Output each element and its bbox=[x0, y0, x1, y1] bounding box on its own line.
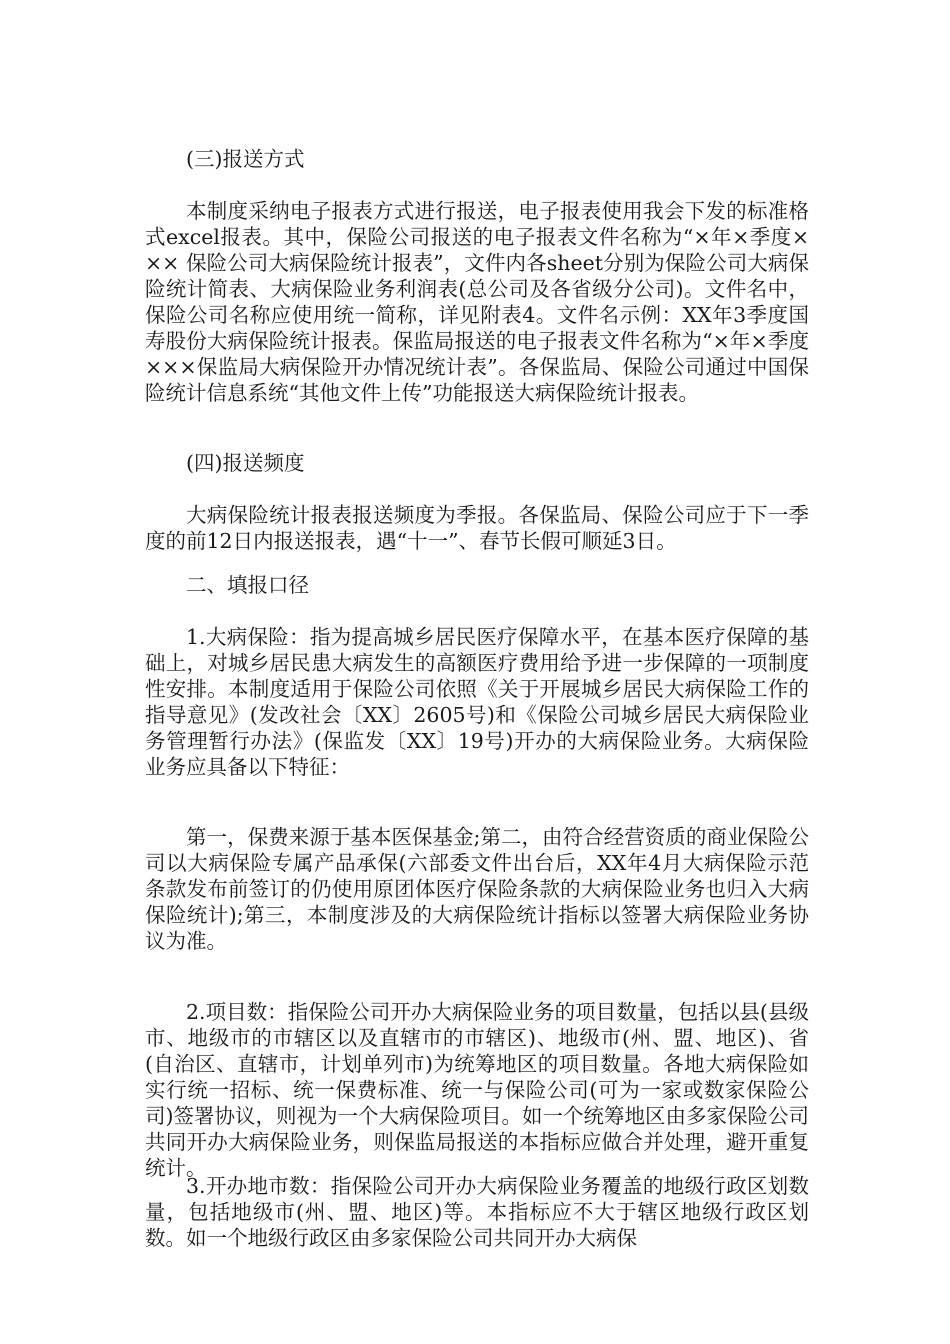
paragraph-project-count: 2.项目数：指保险公司开办大病保险业务的项目数量，包括以县(县级市、地级市的市辖区以及直辖市的市辖区)、地级市(州、盟、地区)、省(自治区、直辖市，计划单列市)为统筹地区的项目数量。各地大病保险如实行统一招标、统一保费标准、统一与保险公司(可为一家或数家保险公司)签署协议，则视为一个大病保险项目。如一个统筹地区由多家保险公司共同开办大病保险业务，则保监局报送的本指标应做合并处理，避开重复统计。 bbox=[145, 1000, 809, 1180]
paragraph-critical-illness-insurance: 1.大病保险：指为提高城乡居民医疗保障水平，在基本医疗保障的基础上，对城乡居民患大病发生的高额医疗费用给予进一步保障的一项制度性安排。本制度适用于保险公司依照《关于开展城乡居民大病保险工作的指导意见》(发改社会〔XX〕2605号)和《保险公司城乡居民大病保险业务管理暂行办法》(保监发〔XX〕19号)开办的大病保险业务。大病保险业务应具备以下特征： bbox=[145, 625, 809, 779]
section-heading-filling-criteria: 二、填报口径 bbox=[186, 573, 309, 597]
section-heading-submission-method: (三)报送方式 bbox=[186, 147, 305, 171]
paragraph-business-features: 第一，保费来源于基本医保基金;第二，由符合经营资质的商业保险公司以大病保险专属产品承保(六部委文件出台后，XX年4月大病保险示范条款发布前签订的仍使用原团体医疗保险条款的大病保险业务也归入大病保险统计);第三，本制度涉及的大病保险统计指标以签署大病保险业务协议为准。 bbox=[145, 825, 809, 953]
paragraph-submission-method: 本制度采纳电子报表方式进行报送，电子报表使用我会下发的标准格式excel报表。其中，保险公司报送的电子报表文件名称为“×年×季度××× 保险公司大病保险统计报表”，文件内各sheet分别为保险公司大病保险统计简表、大病保险业务利润表(总公司及各省级分公司)。文件名中，保险公司名称应使用统一简称，详见附表4。文件名示例：XX年3季度国寿股份大病保险统计报表。保监局报送的电子报表文件名称为“×年×季度×××保监局大病保险开办情况统计表”。各保监局、保险公司通过中国保险统计信息系统“其他文件上传”功能报送大病保险统计报表。 bbox=[145, 199, 809, 405]
section-heading-submission-frequency: (四)报送频度 bbox=[186, 451, 305, 475]
paragraph-submission-frequency: 大病保险统计报表报送频度为季报。各保监局、保险公司应于下一季度的前12日内报送报表，遇“十一”、春节长假可顺延3日。 bbox=[145, 503, 809, 553]
paragraph-city-count: 3.开办地市数：指保险公司开办大病保险业务覆盖的地级行政区划数量，包括地级市(州、盟、地区)等。本指标应不大于辖区地级行政区划数。如一个地级行政区由多家保险公司共同开办大病保 bbox=[145, 1174, 809, 1250]
